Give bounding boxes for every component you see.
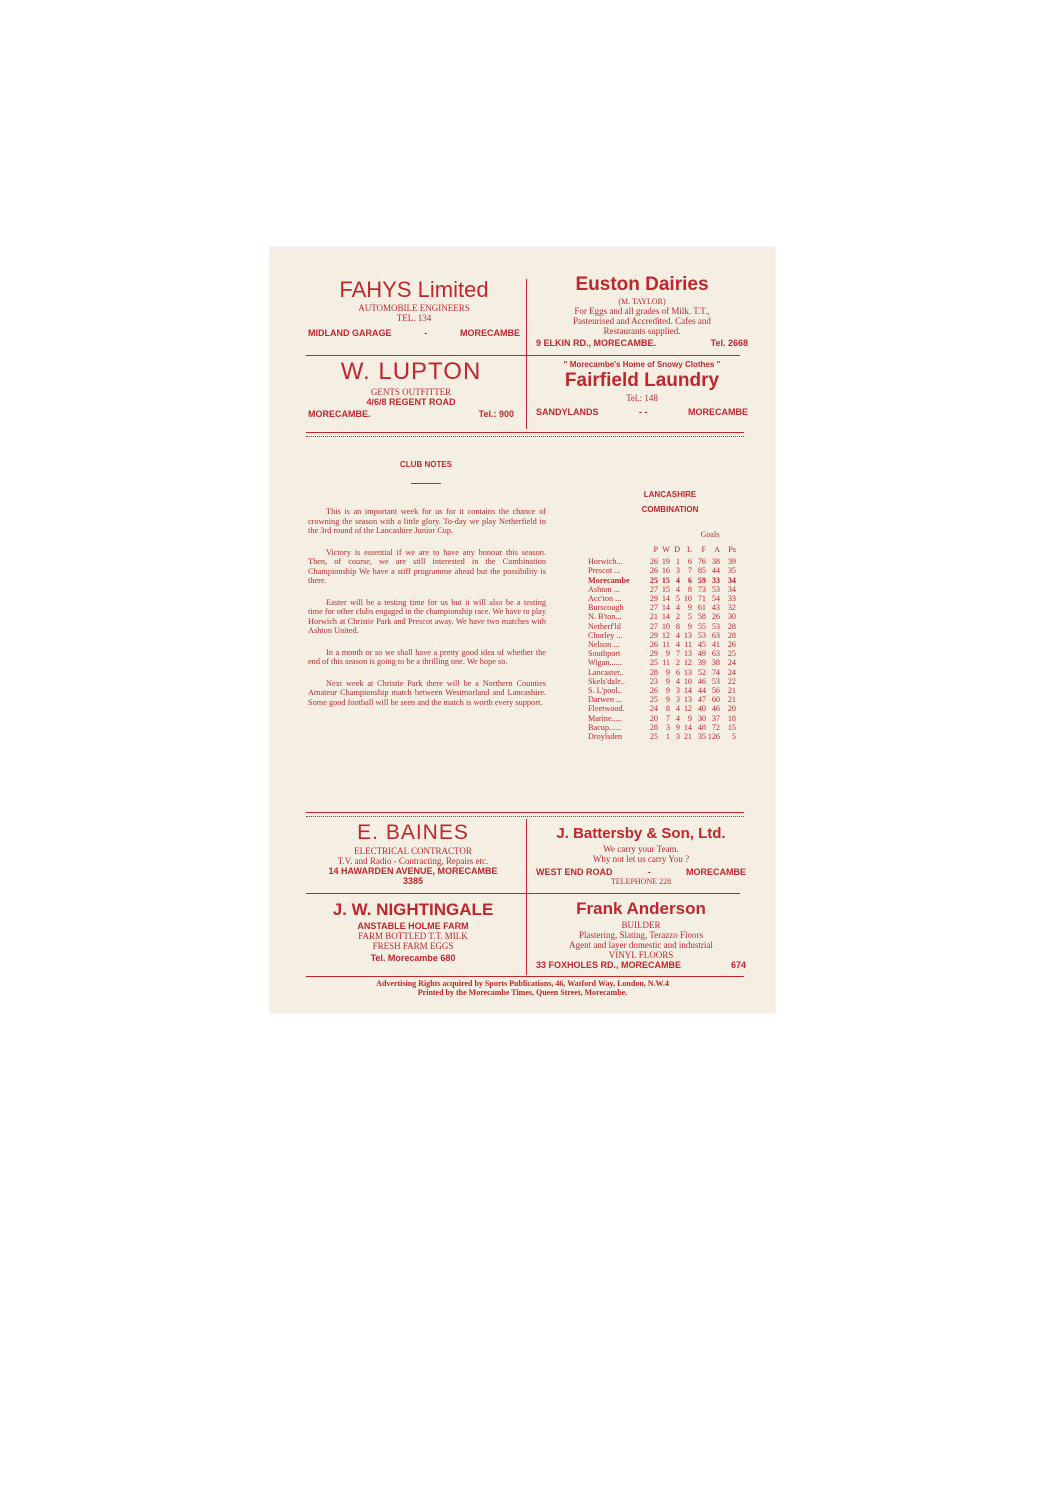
league-cell: 4 bbox=[675, 640, 680, 650]
league-cell: 22 bbox=[727, 676, 736, 686]
league-cell: 15 bbox=[661, 575, 670, 585]
league-header: Ps bbox=[728, 545, 736, 554]
ad-anderson bbox=[536, 898, 746, 970]
league-cell: 3 bbox=[675, 732, 680, 742]
league-cell: 27 bbox=[649, 603, 658, 613]
club-notes-paragraph: Next week at Christie Park there will be a Northern Counties Amateur Championship match between Westmorland and Lancashire. Some good football will be seen and the match is worth every support. bbox=[308, 678, 546, 707]
league-cell: 26 bbox=[649, 686, 658, 696]
league-cell: 53 bbox=[697, 630, 706, 640]
ad-line: GENTS OUTFITTER bbox=[370, 387, 452, 397]
league-cell: 55 bbox=[697, 621, 706, 631]
league-cell: 4 bbox=[675, 630, 680, 640]
league-cell: 14 bbox=[661, 603, 670, 613]
ad-address-dash: - - bbox=[639, 407, 648, 417]
league-rows bbox=[588, 557, 758, 741]
league-heading bbox=[590, 487, 750, 517]
ad-address-left: MIDLAND GARAGE bbox=[308, 328, 392, 338]
club-notes-body bbox=[308, 507, 546, 719]
league-team: Wigan...... bbox=[588, 658, 622, 668]
league-team: Prescot ... bbox=[588, 566, 621, 576]
league-cell: 7 bbox=[665, 713, 670, 723]
league-cell: 9 bbox=[687, 621, 692, 631]
ad-fairfield-laundry bbox=[536, 360, 748, 417]
league-cell: 26 bbox=[727, 640, 736, 650]
league-cell: 46 bbox=[697, 676, 706, 686]
league-team: Droylsden bbox=[588, 732, 623, 742]
league-cell: 24 bbox=[727, 658, 736, 668]
league-cell: 29 bbox=[649, 630, 658, 640]
league-row bbox=[588, 566, 758, 575]
divider-vertical-top bbox=[526, 279, 527, 429]
league-cell: 3 bbox=[675, 566, 680, 576]
league-cell: 10 bbox=[683, 676, 692, 686]
ad-title: Euston Dairies bbox=[575, 274, 709, 295]
league-cell: 59 bbox=[697, 575, 706, 585]
ad-tel: Tel. Morecambe 680 bbox=[370, 953, 456, 963]
league-cell: 39 bbox=[697, 658, 706, 668]
league-cell: 49 bbox=[697, 649, 706, 659]
league-row bbox=[588, 723, 758, 732]
league-cell: 1 bbox=[675, 557, 680, 567]
league-team: Bacup...... bbox=[588, 722, 622, 732]
league-team: Nelson ... bbox=[588, 640, 620, 650]
league-cell: 18 bbox=[727, 713, 736, 723]
league-subtitle: COMBINATION bbox=[641, 505, 699, 514]
footer-line: Printed by the Morecambe Times, Queen Street, Morecambe. bbox=[417, 988, 628, 997]
ad-line: TEL. 134 bbox=[396, 313, 432, 323]
programme-page bbox=[270, 247, 775, 1013]
league-cell: 38 bbox=[711, 658, 720, 668]
ad-address: 14 HAWARDEN AVENUE, MORECAMBE bbox=[328, 866, 498, 876]
league-cell: 60 bbox=[711, 695, 720, 705]
league-cell: 23 bbox=[649, 676, 658, 686]
league-cell: 11 bbox=[662, 640, 670, 650]
league-cell: 6 bbox=[687, 557, 692, 567]
league-cell: 47 bbox=[697, 695, 706, 705]
league-row bbox=[588, 686, 758, 695]
ad-lupton bbox=[308, 357, 514, 419]
league-cell: 9 bbox=[665, 686, 670, 696]
club-notes-title: CLUB NOTES bbox=[400, 460, 452, 469]
ad-line: Tel.: 148 bbox=[626, 393, 658, 403]
league-cell: 4 bbox=[675, 676, 680, 686]
league-cell: 25 bbox=[649, 575, 658, 585]
ad-address-right: MORECAMBE bbox=[686, 867, 746, 877]
league-cell: 9 bbox=[675, 722, 680, 732]
ad-line: AUTOMOBILE ENGINEERS bbox=[358, 303, 470, 313]
league-row bbox=[588, 668, 758, 677]
league-cell: 7 bbox=[687, 566, 692, 576]
league-cell: 6 bbox=[675, 667, 680, 677]
league-cell: 30 bbox=[727, 612, 736, 622]
league-cell: 3 bbox=[665, 722, 670, 732]
footer bbox=[290, 979, 755, 997]
divider-horizontal-top bbox=[306, 355, 740, 356]
league-cell: 24 bbox=[649, 704, 658, 714]
league-header: F bbox=[701, 545, 706, 554]
club-notes-rule bbox=[411, 483, 441, 484]
league-cell: 16 bbox=[661, 566, 670, 576]
league-cell: 5 bbox=[731, 732, 736, 742]
league-header: L bbox=[686, 545, 692, 554]
league-cell: 54 bbox=[711, 594, 720, 604]
league-header: D bbox=[674, 545, 680, 554]
ad-line: We carry your Team. bbox=[603, 844, 679, 854]
league-cell: 21 bbox=[727, 686, 736, 696]
ad-fahys bbox=[308, 277, 520, 338]
ad-slogan: " Morecambe's Home of Snowy Clothes " bbox=[563, 360, 721, 369]
league-cell: 26 bbox=[649, 557, 658, 567]
league-header-team bbox=[588, 545, 648, 554]
league-cell: 25 bbox=[649, 658, 658, 668]
league-team: Morecambe bbox=[588, 575, 630, 585]
league-cell: 3 bbox=[675, 695, 680, 705]
league-cell: 12 bbox=[683, 658, 692, 668]
ad-title: E. BAINES bbox=[357, 821, 469, 844]
footer-line: Advertising Rights acquired by Sports Publications, 46, Watford Way, London, N.W.4 bbox=[376, 979, 669, 988]
league-goals-label: Goals bbox=[700, 530, 720, 539]
league-team: Netherf'ld bbox=[588, 621, 621, 631]
league-cell: 4 bbox=[675, 704, 680, 714]
ad-tel: 3385 bbox=[402, 876, 424, 886]
divider-vertical-bottom bbox=[526, 819, 527, 975]
league-cell: 10 bbox=[661, 621, 670, 631]
ad-line: T.V. and Radio - Contracting, Repairs etc. bbox=[337, 856, 489, 866]
league-team: Ashton ... bbox=[588, 584, 620, 594]
league-team: Marine..... bbox=[588, 713, 622, 723]
league-cell: 58 bbox=[697, 612, 706, 622]
league-title: LANCASHIRE bbox=[643, 490, 697, 499]
league-cell: 8 bbox=[665, 704, 670, 714]
ad-line: (M. TAYLOR) bbox=[618, 297, 666, 306]
ad-address bbox=[536, 338, 748, 348]
ad-tel: 674 bbox=[730, 960, 746, 970]
league-cell: 73 bbox=[697, 584, 706, 594]
league-team: Acc'ton ... bbox=[588, 594, 622, 604]
ad-address-dash: - bbox=[647, 867, 651, 877]
league-cell: 20 bbox=[649, 713, 658, 723]
league-team: N. B'ton... bbox=[588, 612, 622, 622]
league-table bbox=[588, 545, 758, 741]
league-cell: 45 bbox=[697, 640, 706, 650]
league-cell: 34 bbox=[727, 584, 736, 594]
league-header-row bbox=[588, 545, 758, 554]
league-team: Chorley ... bbox=[588, 630, 623, 640]
ad-line: BUILDER bbox=[621, 920, 661, 930]
ad-line: Plastering, Slating, Terazzo Floors bbox=[579, 930, 703, 940]
league-row bbox=[588, 631, 758, 640]
ad-tel: Tel. 2668 bbox=[710, 338, 748, 348]
ad-address-left: 9 ELKIN RD., MORECAMBE. bbox=[536, 338, 657, 348]
league-cell: 85 bbox=[697, 566, 706, 576]
league-cell: 13 bbox=[683, 649, 692, 659]
league-row bbox=[588, 557, 758, 566]
league-cell: 29 bbox=[649, 594, 658, 604]
league-header: W bbox=[662, 545, 670, 554]
league-cell: 3 bbox=[675, 686, 680, 696]
league-cell: 14 bbox=[683, 722, 692, 732]
ad-title: W. LUPTON bbox=[340, 358, 482, 385]
league-row bbox=[588, 732, 758, 741]
league-cell: 10 bbox=[683, 594, 692, 604]
league-row bbox=[588, 714, 758, 723]
league-cell: 33 bbox=[711, 575, 720, 585]
league-row bbox=[588, 585, 758, 594]
league-cell: 44 bbox=[711, 566, 720, 576]
league-cell: 25 bbox=[727, 649, 736, 659]
league-cell: 61 bbox=[697, 603, 706, 613]
league-cell: 13 bbox=[683, 695, 692, 705]
league-cell: 4 bbox=[675, 575, 680, 585]
league-cell: 63 bbox=[711, 630, 720, 640]
league-header: P bbox=[653, 545, 658, 554]
ad-line: Why not let us carry You ? bbox=[592, 854, 690, 864]
league-cell: 34 bbox=[727, 575, 736, 585]
club-notes-paragraph: This is an important week for us for it contains the chance of crowning the season with a little glory. To-day we play Netherfield in the 3rd round of the Lancashire Junior Cup. bbox=[308, 507, 546, 535]
ad-battersby bbox=[536, 824, 746, 886]
league-team: Horwich... bbox=[588, 557, 623, 567]
league-cell: 24 bbox=[727, 667, 736, 677]
league-cell: 9 bbox=[687, 713, 692, 723]
league-cell: 13 bbox=[683, 630, 692, 640]
league-team: Lancaster.. bbox=[588, 667, 624, 677]
league-cell: 14 bbox=[661, 594, 670, 604]
league-cell: 25 bbox=[649, 732, 658, 742]
ad-line: ELECTRICAL CONTRACTOR bbox=[354, 846, 472, 856]
league-row bbox=[588, 576, 758, 585]
ad-address-left: SANDYLANDS bbox=[536, 407, 599, 417]
league-cell: 74 bbox=[711, 667, 720, 677]
league-cell: 44 bbox=[697, 686, 706, 696]
ad-euston-dairies bbox=[536, 273, 748, 348]
ad-nightingale bbox=[306, 899, 520, 963]
league-cell: 53 bbox=[711, 676, 720, 686]
league-cell: 28 bbox=[649, 722, 658, 732]
ad-address bbox=[308, 328, 520, 338]
club-notes-paragraph: Easter will be a testing time for us but it will also be a testing time for other clubs engaged in the championship race. We have to play Horwich at Christie Park and Prescot away. We have two matches with Ashton United. bbox=[308, 597, 546, 635]
ad-baines bbox=[306, 820, 520, 886]
league-cell: 6 bbox=[687, 575, 692, 585]
league-cell: 5 bbox=[675, 594, 680, 604]
ad-line: Restaurants supplied. bbox=[603, 326, 681, 336]
ad-tel: TELEPHONE 228 bbox=[610, 877, 672, 886]
divider-dotted-top bbox=[306, 432, 744, 437]
league-cell: 27 bbox=[649, 584, 658, 594]
league-cell: 28 bbox=[727, 621, 736, 631]
league-cell: 26 bbox=[711, 612, 720, 622]
league-cell: 15 bbox=[727, 722, 736, 732]
ad-address-right: MORECAMBE bbox=[460, 328, 520, 338]
league-cell: 43 bbox=[711, 603, 720, 613]
ad-address-left: 33 FOXHOLES RD., MORECAMBE bbox=[536, 960, 682, 970]
ad-line: FRESH FARM EGGS bbox=[372, 941, 454, 951]
league-cell: 15 bbox=[661, 584, 670, 594]
club-notes-heading bbox=[306, 460, 546, 484]
league-cell: 8 bbox=[687, 584, 692, 594]
ad-line: Pasteurised and Accredited. Cafes and bbox=[573, 316, 711, 326]
ad-line: For Eggs and all grades of Milk. T.T., bbox=[574, 306, 710, 316]
league-cell: 21 bbox=[683, 732, 692, 742]
league-row bbox=[588, 677, 758, 686]
ad-line: 4/6/8 REGENT ROAD bbox=[366, 397, 456, 407]
league-row bbox=[588, 640, 758, 649]
ad-address-dash: - bbox=[424, 328, 428, 338]
league-cell: 9 bbox=[687, 603, 692, 613]
league-cell: 52 bbox=[697, 667, 706, 677]
league-row bbox=[588, 695, 758, 704]
league-cell: 26 bbox=[649, 566, 658, 576]
league-cell: 9 bbox=[665, 695, 670, 705]
league-cell: 1 bbox=[665, 732, 670, 742]
league-cell: 14 bbox=[683, 686, 692, 696]
league-cell: 29 bbox=[649, 649, 658, 659]
league-cell: 28 bbox=[649, 667, 658, 677]
league-row bbox=[588, 612, 758, 621]
league-team: Darwen ... bbox=[588, 695, 623, 705]
league-cell: 21 bbox=[727, 695, 736, 705]
league-cell: 39 bbox=[727, 557, 736, 567]
divider-horizontal-bottom bbox=[306, 893, 740, 894]
league-team: Fleetwood. bbox=[588, 704, 625, 714]
ad-address-left: WEST END ROAD bbox=[536, 867, 613, 877]
league-cell: 2 bbox=[675, 658, 680, 668]
league-cell: 19 bbox=[661, 557, 670, 567]
ad-tel: Tel.: 900 bbox=[478, 409, 514, 419]
ad-title: J. W. NIGHTINGALE bbox=[332, 900, 494, 919]
league-cell: 46 bbox=[711, 704, 720, 714]
league-row bbox=[588, 704, 758, 713]
league-row bbox=[588, 658, 758, 667]
league-row bbox=[588, 594, 758, 603]
league-cell: 13 bbox=[683, 667, 692, 677]
league-cell: 76 bbox=[697, 557, 706, 567]
league-cell: 25 bbox=[649, 695, 658, 705]
league-cell: 8 bbox=[675, 621, 680, 631]
divider-horizontal-footer bbox=[306, 976, 744, 977]
league-cell: 9 bbox=[665, 667, 670, 677]
ad-address bbox=[536, 867, 746, 877]
ad-address bbox=[536, 407, 748, 417]
league-cell: 48 bbox=[697, 722, 706, 732]
league-cell: 32 bbox=[727, 603, 736, 613]
league-cell: 30 bbox=[697, 713, 706, 723]
league-cell: 40 bbox=[697, 704, 706, 714]
league-cell: 9 bbox=[665, 649, 670, 659]
league-row bbox=[588, 603, 758, 612]
league-team: Burscough bbox=[588, 603, 624, 613]
league-cell: 63 bbox=[711, 649, 720, 659]
league-cell: 28 bbox=[727, 630, 736, 640]
divider-dotted-bottom bbox=[306, 812, 744, 817]
league-cell: 12 bbox=[661, 630, 670, 640]
league-cell: 37 bbox=[711, 713, 720, 723]
league-cell: 71 bbox=[697, 594, 706, 604]
ad-line: Agent and layer domestic and industrial bbox=[569, 940, 713, 950]
league-row bbox=[588, 622, 758, 631]
league-cell: 56 bbox=[711, 686, 720, 696]
ad-title: FAHYS Limited bbox=[339, 277, 489, 302]
league-cell: 21 bbox=[649, 612, 658, 622]
league-cell: 14 bbox=[661, 612, 670, 622]
ad-line: FARM BOTTLED T.T. MILK bbox=[358, 931, 468, 941]
league-cell: 4 bbox=[675, 713, 680, 723]
league-cell: 2 bbox=[675, 612, 680, 622]
league-cell: 41 bbox=[711, 640, 720, 650]
league-cell: 38 bbox=[711, 557, 720, 567]
league-row bbox=[588, 649, 758, 658]
league-cell: 4 bbox=[675, 603, 680, 613]
league-cell: 11 bbox=[684, 640, 692, 650]
league-cell: 4 bbox=[675, 584, 680, 594]
ad-address-right: MORECAMBE bbox=[687, 407, 748, 417]
league-cell: 12 bbox=[683, 704, 692, 714]
league-team: S. L'pool.. bbox=[588, 686, 622, 696]
ad-title: J. Battersby & Son, Ltd. bbox=[556, 825, 726, 842]
league-cell: 53 bbox=[711, 621, 720, 631]
league-cell: 72 bbox=[711, 722, 720, 732]
league-team: Southport bbox=[588, 649, 621, 659]
ad-line: VINYL FLOORS bbox=[608, 950, 674, 960]
ad-line: ANSTABLE HOLME FARM bbox=[357, 921, 469, 931]
league-cell: 5 bbox=[687, 612, 692, 622]
ad-address bbox=[536, 960, 746, 970]
ad-title: Fairfield Laundry bbox=[564, 370, 720, 391]
league-cell: 11 bbox=[662, 658, 670, 668]
league-cell: 9 bbox=[665, 676, 670, 686]
club-notes-paragraph: In a month or so we shall have a pretty good idea of whether the end of this season is going to be a thrilling one. We hope so. bbox=[308, 647, 546, 666]
ad-address bbox=[308, 409, 514, 419]
league-header: A bbox=[714, 545, 720, 554]
league-cell: 27 bbox=[649, 621, 658, 631]
league-cell: 7 bbox=[675, 649, 680, 659]
league-cell: 126 bbox=[707, 732, 720, 742]
league-cell: 26 bbox=[649, 640, 658, 650]
ad-address-left: MORECAMBE. bbox=[308, 409, 371, 419]
club-notes-paragraph: Victory is essential if we are to have any honour this season. Then, of course, we are still interested in the Combination Championship We have a stiff programme ahead but the possibility is there. bbox=[308, 547, 546, 585]
league-cell: 53 bbox=[711, 584, 720, 594]
league-cell: 20 bbox=[727, 704, 736, 714]
league-cell: 35 bbox=[727, 566, 736, 576]
league-team: Skels'dale.. bbox=[588, 676, 625, 686]
ad-title: Frank Anderson bbox=[576, 899, 706, 918]
league-cell: 33 bbox=[727, 594, 736, 604]
league-cell: 35 bbox=[697, 732, 706, 742]
